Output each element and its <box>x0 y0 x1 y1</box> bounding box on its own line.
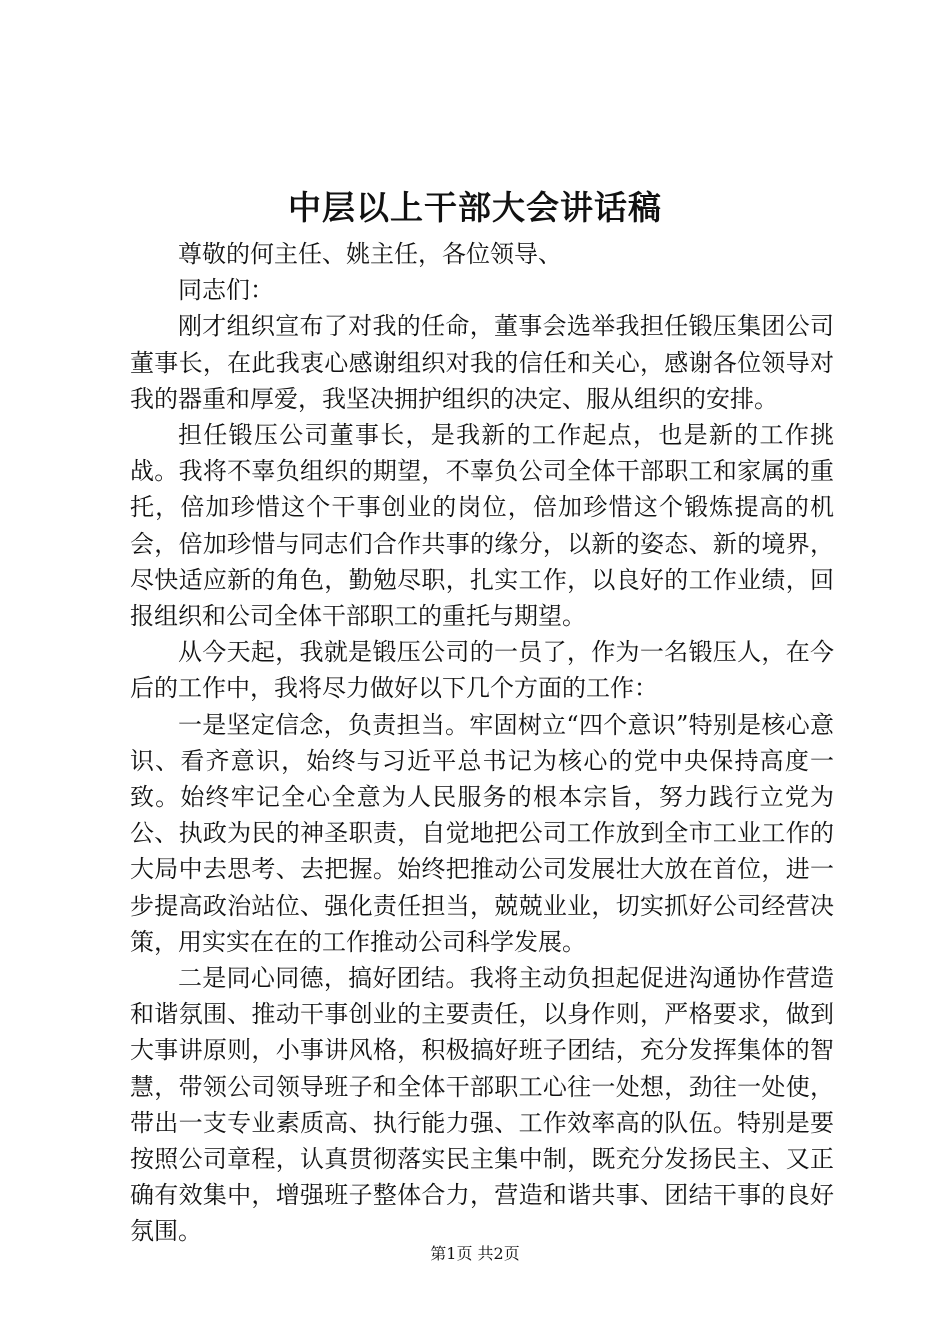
paragraph-from-today: 从今天起，我就是锻压公司的一员了，作为一名锻压人，在今后的工作中，我将尽力做好以下几个方面的工作： <box>130 638 834 703</box>
salutation-line-2: 同志们： <box>178 276 274 305</box>
paragraph-point-one: 一是坚定信念，负责担当。牢固树立“四个意识”特别是核心意识、看齐意识，始终与习近平总书记为核心的党中央保持高度一致。始终牢记全心全意为人民服务的根本宗旨，努力践行立党为公、执政为民的神圣职责，自觉地把公司工作放到全市工业工作的大局中去思考、去把握。始终把推动公司发展壮大放在首位，进一步提高政治站位、强化责任担当，兢兢业业，切实抓好公司经营决策，用实实在在的工作推动公司科学发展。 <box>130 710 834 956</box>
document-body <box>130 236 834 1250</box>
paragraph-new-challenge: 担任锻压公司董事长，是我新的工作起点，也是新的工作挑战。我将不辜负组织的期望，不辜负公司全体干部职工和家属的重托，倍加珍惜这个干事创业的岗位，倍加珍惜这个锻炼提高的机会，倍加珍惜与同志们合作共事的缘分，以新的姿态、新的境界，尽快适应新的角色，勤勉尽职，扎实工作，以良好的工作业绩，回报组织和公司全体干部职工的重托与期望。 <box>130 421 834 631</box>
paragraph-appointment: 刚才组织宣布了对我的任命，董事会选举我担任锻压集团公司董事长，在此我衷心感谢组织对我的信任和关心，感谢各位领导对我的器重和厚爱，我坚决拥护组织的决定、服从组织的安排。 <box>130 312 834 413</box>
paragraph-point-two: 二是同心同德，搞好团结。我将主动负担起促进沟通协作营造和谐氛围、推动干事创业的主要责任，以身作则，严格要求，做到大事讲原则，小事讲风格，积极搞好班子团结，充分发挥集体的智慧，带领公司领导班子和全体干部职工心往一处想，劲往一处使，带出一支专业素质高、执行能力强、工作效率高的队伍。特别是要按照公司章程，认真贯彻落实民主集中制，既充分发扬民主、又正确有效集中，增强班子整体合力，营造和谐共事、团结干事的良好氛围。 <box>130 964 834 1246</box>
page-number-footer: 第1页 共2页 <box>430 1244 520 1263</box>
salutation-line-1: 尊敬的何主任、姚主任，各位领导、 <box>178 240 562 268</box>
document-title: 中层以上干部大会讲话稿 <box>288 188 662 227</box>
